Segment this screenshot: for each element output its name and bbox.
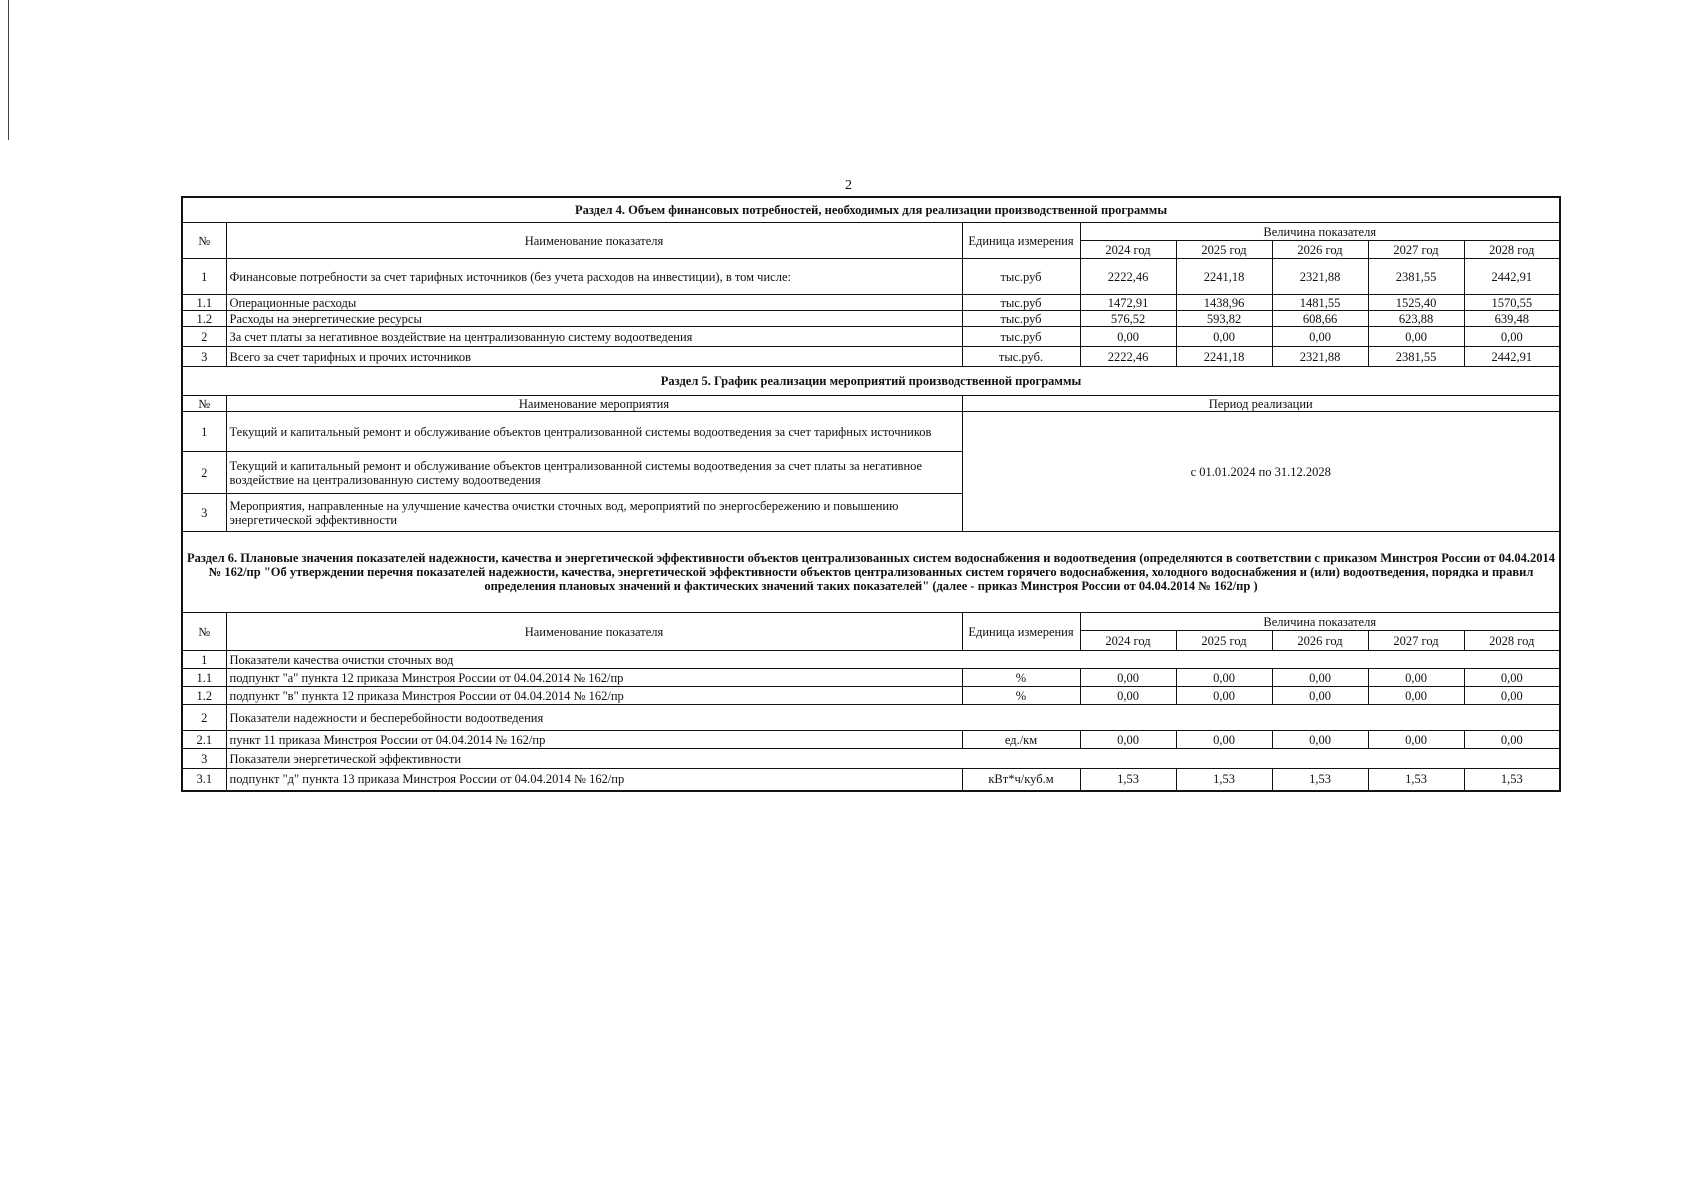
row-value: 576,52 [1080,311,1176,327]
scan-edge-mark [8,0,9,140]
group-name: Показатели надежности и бесперебойности водоотведения [226,705,1560,731]
row-num: 1.2 [182,311,226,327]
row-num: 2 [182,705,226,731]
row-value: 2442,91 [1464,347,1560,367]
row-value: 1570,55 [1464,295,1560,311]
row-value: 1,53 [1272,769,1368,791]
table-row [182,412,1560,452]
row-name: Текущий и капитальный ремонт и обслуживание объектов централизованной системы водоотведения за счет платы за негативное воздействие на централизованную систему водоотведения [226,452,962,494]
row-unit: % [962,687,1080,705]
row-value: 2222,46 [1080,259,1176,295]
s4-year: 2026 год [1272,241,1368,259]
row-value: 0,00 [1272,687,1368,705]
s6-col-unit: Единица измерения [962,613,1080,651]
row-value: 593,82 [1176,311,1272,327]
row-value: 2321,88 [1272,347,1368,367]
row-num: 2 [182,327,226,347]
s6-col-num: № [182,613,226,651]
row-name: Операционные расходы [226,295,962,311]
row-value: 0,00 [1080,327,1176,347]
row-value: 0,00 [1464,687,1560,705]
row-value: 0,00 [1368,327,1464,347]
row-value: 0,00 [1272,327,1368,347]
s4-year: 2027 год [1368,241,1464,259]
row-value: 2241,18 [1176,259,1272,295]
row-value: 0,00 [1368,731,1464,749]
row-unit: ед./км [962,731,1080,749]
table-row [182,687,1560,705]
row-value: 2222,46 [1080,347,1176,367]
s4-year: 2025 год [1176,241,1272,259]
section5-title: Раздел 5. График реализации мероприятий производственной программы [182,367,1560,396]
row-value: 0,00 [1272,731,1368,749]
s4-year: 2028 год [1464,241,1560,259]
row-value: 0,00 [1368,669,1464,687]
table-row [182,669,1560,687]
table-row [182,705,1560,731]
row-num: 1 [182,259,226,295]
s6-year: 2024 год [1080,631,1176,651]
row-name: подпункт "д" пункта 13 приказа Минстроя России от 04.04.2014 № 162/пр [226,769,962,791]
row-value: 0,00 [1368,687,1464,705]
table-row [182,651,1560,669]
row-name: За счет платы за негативное воздействие на централизованную систему водоотведения [226,327,962,347]
row-value: 1481,55 [1272,295,1368,311]
row-value: 2381,55 [1368,347,1464,367]
s6-year: 2026 год [1272,631,1368,651]
row-name: Финансовые потребности за счет тарифных источников (без учета расходов на инвестиции), в том числе: [226,259,962,295]
row-num: 3 [182,494,226,532]
table-row [182,311,1560,327]
table-row [182,769,1560,791]
s4-year: 2024 год [1080,241,1176,259]
row-num: 1.1 [182,669,226,687]
table-row [182,259,1560,295]
row-num: 1 [182,651,226,669]
row-name: подпункт "в" пункта 12 приказа Минстроя России от 04.04.2014 № 162/пр [226,687,962,705]
program-table [181,196,1561,792]
row-num: 1 [182,412,226,452]
row-value: 0,00 [1176,327,1272,347]
row-name: Всего за счет тарифных и прочих источников [226,347,962,367]
s4-col-unit: Единица измерения [962,223,1080,259]
s6-year: 2027 год [1368,631,1464,651]
row-name: Мероприятия, направленные на улучшение качества очистки сточных вод, мероприятий по энергосбережению и повышению энергетической эффективности [226,494,962,532]
row-unit: кВт*ч/куб.м [962,769,1080,791]
row-value: 1525,40 [1368,295,1464,311]
s6-year: 2025 год [1176,631,1272,651]
row-num: 3.1 [182,769,226,791]
s6-year: 2028 год [1464,631,1560,651]
row-value: 0,00 [1176,687,1272,705]
row-value: 0,00 [1080,669,1176,687]
row-value: 2381,55 [1368,259,1464,295]
s5-col-name: Наименование мероприятия [226,396,962,412]
section4-title: Раздел 4. Объем финансовых потребностей, необходимых для реализации производственной программы [182,197,1560,223]
row-value: 1438,96 [1176,295,1272,311]
s6-col-name: Наименование показателя [226,613,962,651]
row-num: 1.2 [182,687,226,705]
row-value: 2241,18 [1176,347,1272,367]
row-num: 3 [182,347,226,367]
s5-col-num: № [182,396,226,412]
row-unit: тыс.руб [962,311,1080,327]
row-num: 1.1 [182,295,226,311]
section6-title: Раздел 6. Плановые значения показателей надежности, качества и энергетической эффективности объектов централизованных систем водоснабжения и водоотведения (определяются в соответствии с приказом Минстроя России от 04.04.2014 № 162/пр "Об утверждении перечня показателей надежности, качества, энергетической эффективности объектов централизованных систем горячего водоснабжения, холодного водоснабжения и (или) водоотведения, порядка и правил определения плановых значений и фактических значений таких показателей" (далее - приказ Минстроя России от 04.04.2014 № 162/пр ) [182,532,1560,613]
table-row [182,731,1560,749]
row-unit: тыс.руб [962,259,1080,295]
row-num: 2.1 [182,731,226,749]
row-num: 2 [182,452,226,494]
row-value: 1,53 [1080,769,1176,791]
row-value: 1,53 [1176,769,1272,791]
row-unit: % [962,669,1080,687]
row-value: 0,00 [1464,327,1560,347]
page-number: 2 [845,178,852,193]
row-value: 623,88 [1368,311,1464,327]
row-num: 3 [182,749,226,769]
row-value: 1,53 [1368,769,1464,791]
group-name: Показатели качества очистки сточных вод [226,651,1560,669]
row-value: 0,00 [1272,669,1368,687]
group-name: Показатели энергетической эффективности [226,749,1560,769]
row-value: 0,00 [1080,687,1176,705]
row-value: 2321,88 [1272,259,1368,295]
row-unit: тыс.руб [962,327,1080,347]
table-row [182,295,1560,311]
implementation-period: с 01.01.2024 по 31.12.2028 [962,412,1560,532]
row-value: 0,00 [1464,669,1560,687]
row-value: 1,53 [1464,769,1560,791]
table-row [182,347,1560,367]
row-value: 608,66 [1272,311,1368,327]
s5-col-period: Период реализации [962,396,1560,412]
row-unit: тыс.руб. [962,347,1080,367]
row-name: Расходы на энергетические ресурсы [226,311,962,327]
row-value: 0,00 [1464,731,1560,749]
s6-col-value: Величина показателя [1080,613,1560,631]
row-value: 2442,91 [1464,259,1560,295]
s4-col-value: Величина показателя [1080,223,1560,241]
row-name: пункт 11 приказа Минстроя России от 04.04.2014 № 162/пр [226,731,962,749]
row-value: 0,00 [1176,731,1272,749]
table-row [182,749,1560,769]
row-value: 0,00 [1176,669,1272,687]
s4-col-name: Наименование показателя [226,223,962,259]
row-name: подпункт "а" пункта 12 приказа Минстроя России от 04.04.2014 № 162/пр [226,669,962,687]
row-value: 639,48 [1464,311,1560,327]
table-row [182,327,1560,347]
row-value: 1472,91 [1080,295,1176,311]
s4-col-num: № [182,223,226,259]
row-unit: тыс.руб [962,295,1080,311]
row-value: 0,00 [1080,731,1176,749]
row-name: Текущий и капитальный ремонт и обслуживание объектов централизованной системы водоотведения за счет тарифных источников [226,412,962,452]
